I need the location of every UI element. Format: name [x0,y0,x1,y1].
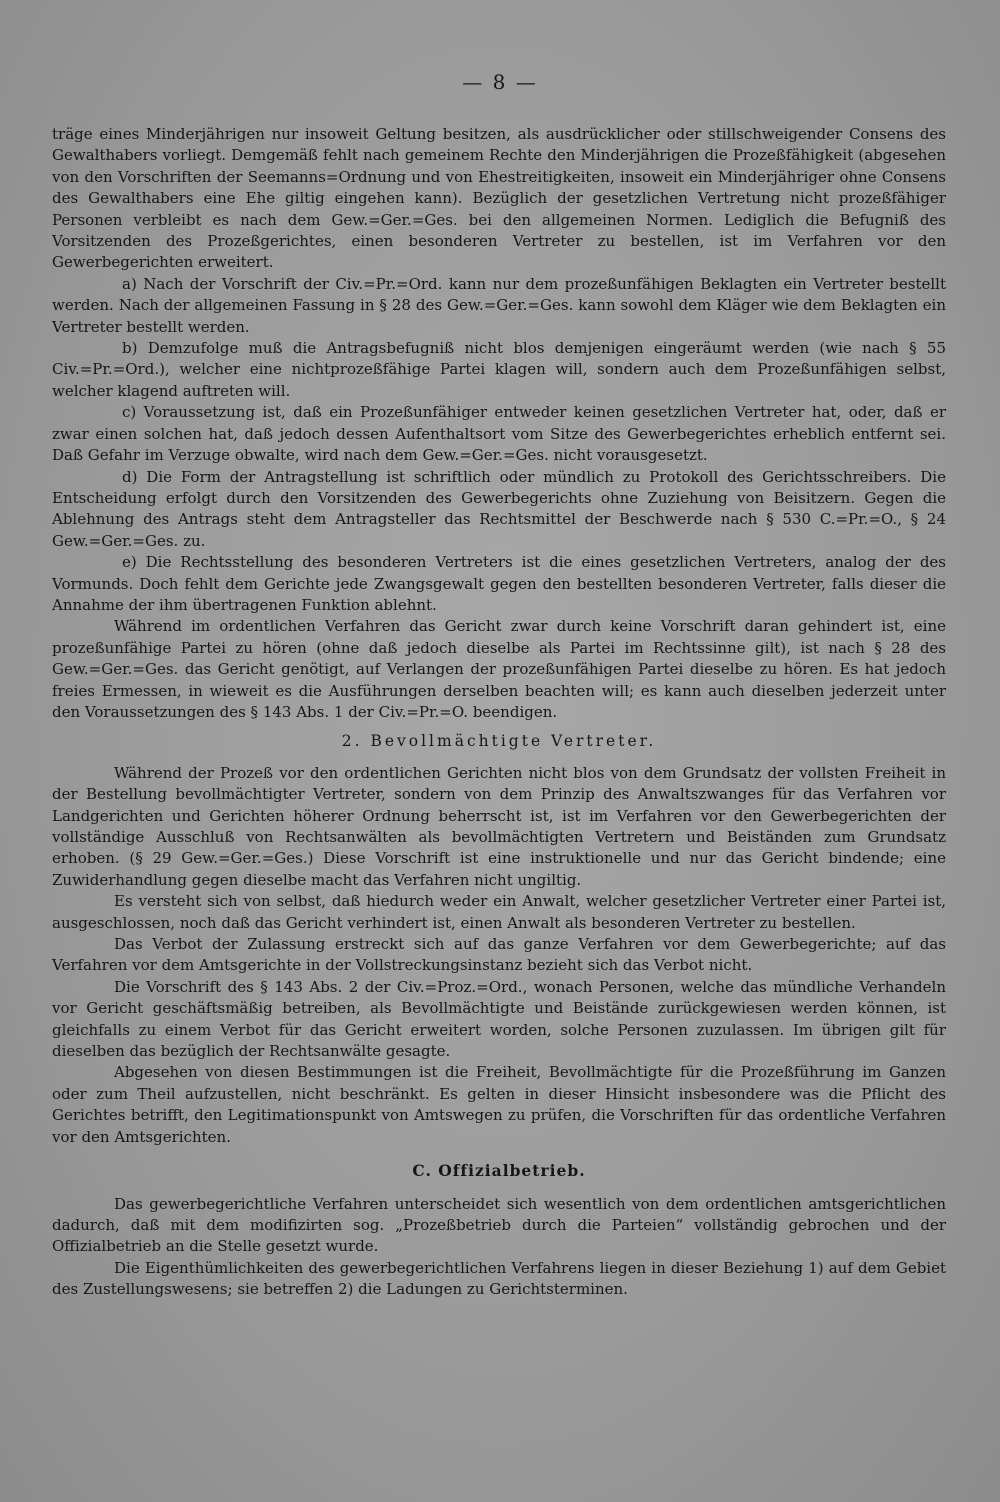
paragraph: träge eines Minderjährigen nur insoweit Geltung besitzen, als ausdrücklicher oder stillschweigender Consens des Gewalthabers vorliegt. Demgemäß fehlt nach gemeinem Rechte den Minderjährigen die Prozeßfähigkeit (abgesehen von den Vorschriften der Seemanns=Ordnung und von Ehestreitigkeiten, insoweit ein Minderjähriger ohne Consens des Gewalthabers eine Ehe giltig eingehen kann). Bezüglich der gesetzlichen Vertretung nicht prozeßfähiger Personen verbleibt es nach dem Gew.=Ger.=Ges. bei den allgemeinen Normen. Lediglich die Befugniß des Vorsitzenden des Prozeßgerichtes, einen besonderen Vertreter zu bestellen, ist im Verfahren vor den Gewerbegerichten erweitert. [52,125,946,272]
page-number: — 8 — [462,70,538,94]
paragraph: Die Eigenthümlichkeiten des gewerbegerichtlichen Verfahrens liegen in dieser Beziehung 1) auf dem Gebiet des Zustellungswesens; sie betreffen 2) die Ladungen zu Gerichtsterminen. [52,1258,946,1299]
paragraph: a) Nach der Vorschrift der Civ.=Pr.=Ord. kann nur dem prozeßunfähigen Beklagten ein Vertreter bestellt werden. Nach der allgemeinen Fassung in § 28 des Gew.=Ger.=Ges. kann sowohl dem Kläger wie dem Beklagten ein Vertreter bestellt werden. [52,274,946,336]
paragraph: Das Verbot der Zulassung erstreckt sich auf das ganze Verfahren vor dem Gewerbegerichte; auf das Verfahren vor dem Amtsgerichte in der Vollstreckungsinstanz bezieht sich das Verbot nicht. [52,935,946,975]
section-heading: 2. Bevollmächtigte Vertreter. [341,732,657,751]
paragraph: e) Die Rechtsstellung des besonderen Vertreters ist die eines gesetzlichen Vertreters, analog der des Vormunds. Doch fehlt dem Gerichte jede Zwangsgewalt gegen den bestellten besonderen Vertreter, falls dieser die Annahme der ihm übertragenen Funktion ablehnt. [52,553,946,614]
paragraph: Abgesehen von diesen Bestimmungen ist die Freiheit, Bevollmächtigte für die Prozeßführung im Ganzen oder zum Theil aufzustellen, nicht beschränkt. Es gelten in dieser Hinsicht insbesondere was die Pflicht des Gerichtes betrifft, den Legitimationspunkt von Amtswegen zu prüfen, die Vorschriften für das ordentliche Verfahren vor den Amtsgerichten. [52,1063,946,1146]
section-heading: C. Offizialbetrieb. [412,1161,586,1181]
paragraph: b) Demzufolge muß die Antragsbefugniß nicht blos demjenigen eingeräumt werden (wie nach § 55 Civ.=Pr.=Ord.), welcher eine nichtprozeßfähige Partei klagen will, sondern auch dem Prozeßunfähigen selbst, welcher klagend auftreten will. [52,339,946,400]
paragraph: Während der Prozeß vor den ordentlichen Gerichten nicht blos von dem Grundsatz der vollsten Freiheit in der Bestellung bevollmächtigter Vertreter, sondern von dem Prinzip des Anwaltszwanges für das Verfahren vor Landgerichten und Gerichten höherer Ordnung beherrscht ist, ist im Verfahren vor den Gewerbegerichten der vollständige Ausschluß von Rechtsanwälten als bevollmächtigten Vertretern und Beiständen zum Grundsatz erhoben. (§ 29 Gew.=Ger.=Ges.) Diese Vorschrift ist eine instruktionelle und nur das Gericht bindende; eine Zuwiderhandlung gegen dieselbe macht das Verfahren nicht ungiltig. [52,763,946,889]
paragraph: c) Voraussetzung ist, daß ein Prozeßunfähiger entweder keinen gesetzlichen Vertreter hat, oder, daß er zwar einen solchen hat, daß jedoch dessen Aufenthaltsort vom Sitze des Gewerbegerichtes erheblich entfernt sei. Daß Gefahr im Verzuge obwalte, wird nach dem Gew.=Ger.=Ges. nicht vorausgesetzt. [52,403,946,465]
paragraph: d) Die Form der Antragstellung ist schriftlich oder mündlich zu Protokoll des Gerichtsschreibers. Die Entscheidung erfolgt durch den Vorsitzenden des Gewerbegerichts ohne Zuziehung von Beisitzern. Gegen die Ablehnung des Antrags steht dem Antragsteller das Rechtsmittel der Beschwerde nach § 530 C.=Pr.=O., § 24 Gew.=Ger.=Ges. zu. [52,467,946,550]
paragraph: Die Vorschrift des § 143 Abs. 2 der Civ.=Proz.=Ord., wonach Personen, welche das mündliche Verhandeln vor Gericht geschäftsmäßig betreiben, als Bevollmächtigte und Beistände zurückgewiesen werden können, ist gleichfalls zu einem Verbot für das Gericht erweitert worden, solche Personen zuzulassen. Im übrigen gilt für dieselben das bezüglich der Rechtsanwälte gesagte. [52,977,946,1061]
body-text [52,124,946,1301]
paragraph: Es versteht sich von selbst, daß hiedurch weder ein Anwalt, welcher gesetzlicher Vertreter einer Partei ist, ausgeschlossen, noch daß das Gericht verhindert ist, einen Anwalt als besonderen Vertreter zu bestellen. [52,892,946,932]
paragraph: Das gewerbegerichtliche Verfahren unterscheidet sich wesentlich von dem ordentlichen amtsgerichtlichen dadurch, daß mit dem modifizirten sog. „Prozeßbetrieb durch die Parteien“ vollständig gebrochen und der Offizialbetrieb an die Stelle gesetzt wurde. [52,1194,946,1256]
paragraph: Während im ordentlichen Verfahren das Gericht zwar durch keine Vorschrift daran gehindert ist, eine prozeßunfähige Partei zu hören (ohne daß jedoch dieselbe als Partei im Rechtssinne gilt), ist nach § 28 des Gew.=Ger.=Ges. das Gericht genötigt, auf Verlangen der prozeßunfähigen Partei dieselbe zu hören. Es hat jedoch freies Ermessen, in wieweit es die Ausführungen derselben beachten will; es kann auch dieselben jederzeit unter den Voraussetzungen des § 143 Abs. 1 der Civ.=Pr.=O. beendigen. [52,617,946,721]
